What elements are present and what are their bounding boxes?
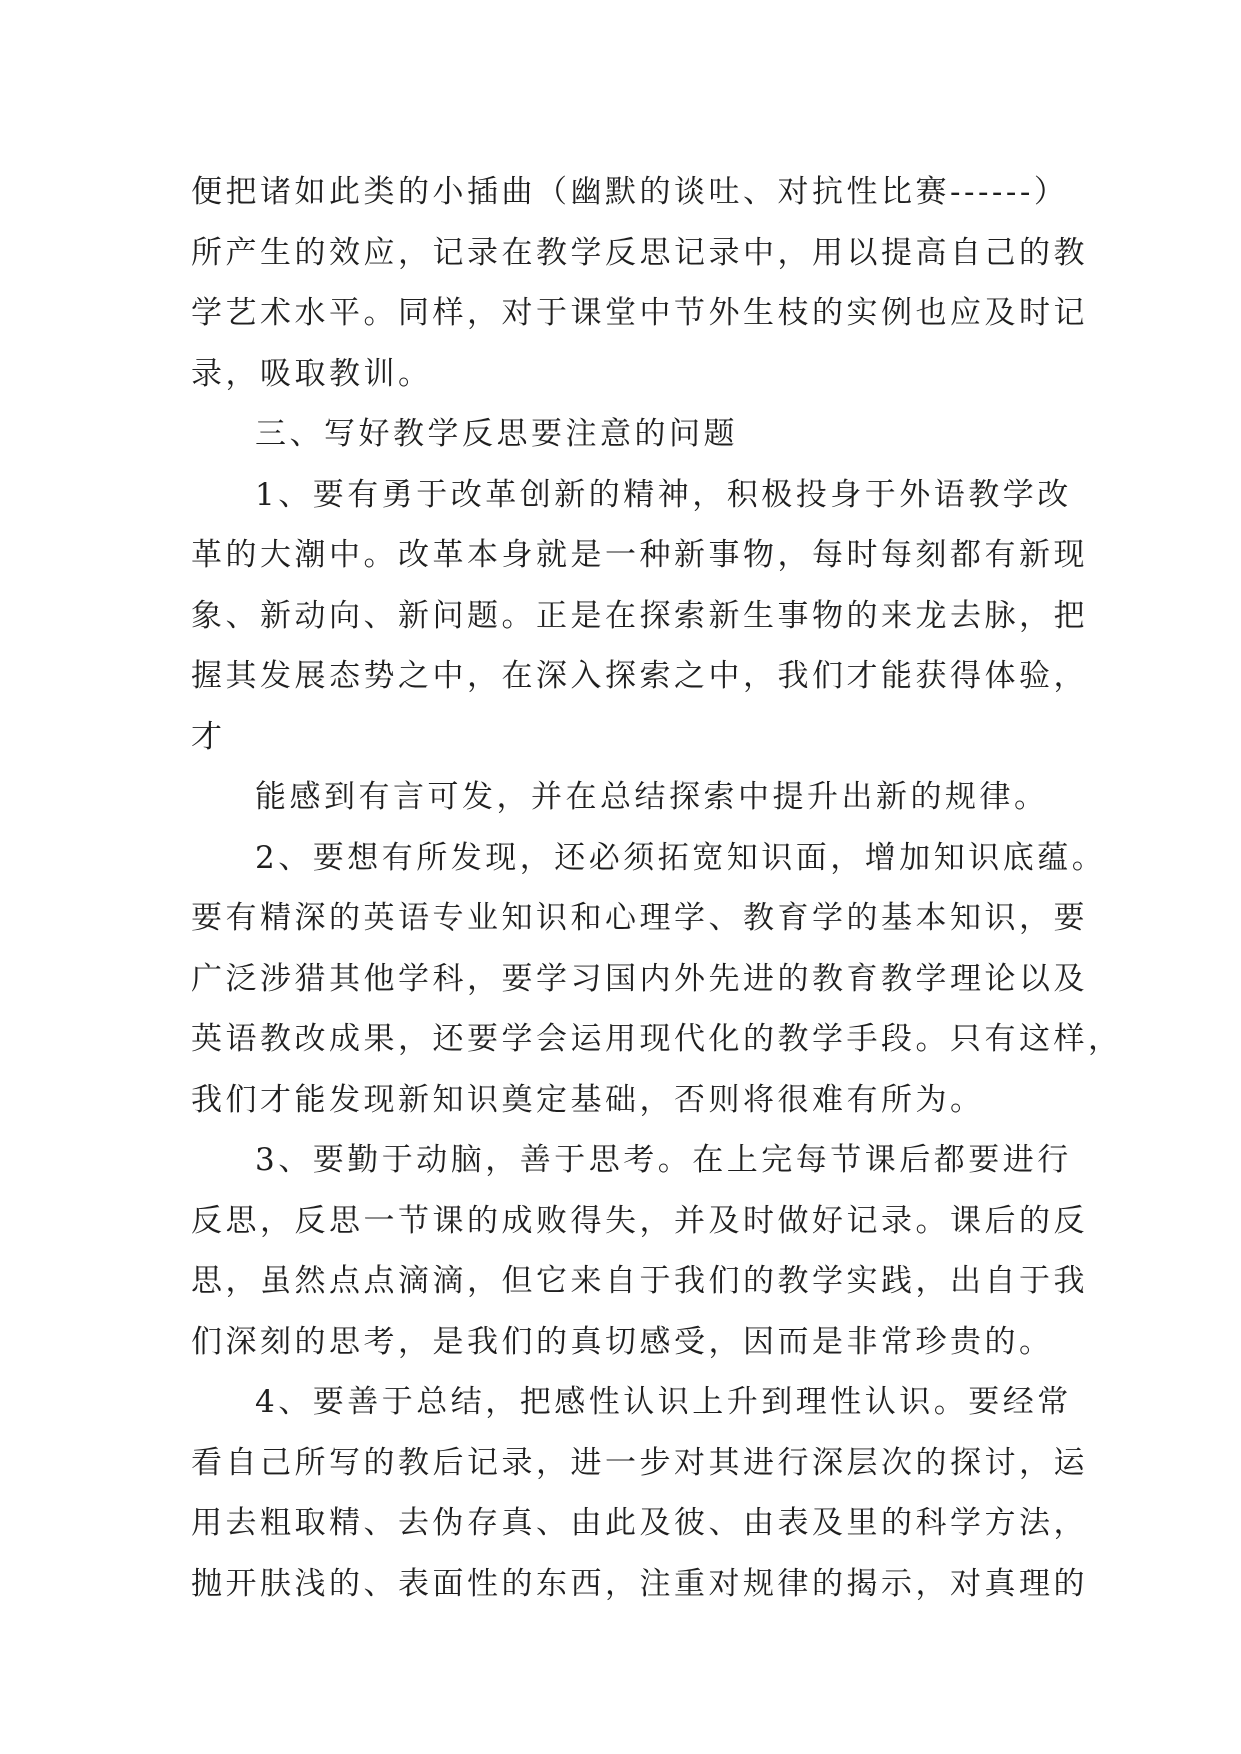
text-line-22: 看自己所写的教后记录，进一步对其进行深层次的探讨，运 bbox=[191, 1444, 1088, 1481]
text-line-6: 1、要有勇于改革创新的精神，积极投身于外语教学改 bbox=[255, 476, 1072, 513]
section-heading: 三、写好教学反思要注意的问题 bbox=[255, 416, 738, 452]
text-line-14: 广泛涉猎其他学科，要学习国内外先进的教育教学理论以及 bbox=[191, 960, 1088, 997]
text-line-1: 便把诸如此类的小插曲（幽默的谈吐、对抗性比赛------） bbox=[191, 174, 1069, 210]
text-line-4: 录，吸取教训。 bbox=[191, 355, 433, 392]
text-line-12: 2、要想有所发现，还必须拓宽知识面，增加知识底蕴。 bbox=[255, 839, 1107, 876]
text-line-8: 象、新动向、新问题。正是在探索新生事物的来龙去脉，把 bbox=[191, 597, 1088, 634]
text-line-18: 反思，反思一节课的成败得失，并及时做好记录。课后的反 bbox=[191, 1202, 1088, 1239]
text-line-24: 抛开肤浅的、表面性的东西，注重对规律的揭示，对真理的 bbox=[191, 1565, 1088, 1602]
text-line-13: 要有精深的英语专业知识和心理学、教育学的基本知识，要 bbox=[191, 900, 1088, 936]
text-line-3: 学艺术水平。同样，对于课堂中节外生枝的实例也应及时记 bbox=[191, 295, 1088, 331]
text-line-20: 们深刻的思考，是我们的真切感受，因而是非常珍贵的。 bbox=[191, 1323, 1054, 1360]
text-line-2: 所产生的效应，记录在教学反思记录中，用以提高自己的教 bbox=[191, 234, 1088, 271]
text-line-7: 革的大潮中。改革本身就是一种新事物，每时每刻都有新现 bbox=[191, 537, 1088, 573]
text-line-11: 能感到有言可发，并在总结探索中提升出新的规律。 bbox=[255, 779, 1049, 815]
document-body bbox=[191, 162, 1123, 1614]
text-line-17: 3、要勤于动脑，善于思考。在上完每节课后都要进行 bbox=[255, 1142, 1072, 1178]
text-line-10: 才 bbox=[191, 718, 226, 755]
text-line-21: 4、要善于总结，把感性认识上升到理性认识。要经常 bbox=[255, 1384, 1072, 1420]
text-line-19: 思，虽然点点滴滴，但它来自于我们的教学实践，出自于我 bbox=[191, 1263, 1088, 1299]
text-line-23: 用去粗取精、去伪存真、由此及彼、由表及里的科学方法， bbox=[191, 1505, 1088, 1541]
text-line-15: 英语教改成果，还要学会运用现代化的教学手段。只有这样， bbox=[191, 1021, 1123, 1057]
text-line-16: 我们才能发现新知识奠定基础，否则将很难有所为。 bbox=[191, 1081, 985, 1118]
text-line-9: 握其发展态势之中，在深入探索之中，我们才能获得体验， bbox=[191, 658, 1088, 694]
